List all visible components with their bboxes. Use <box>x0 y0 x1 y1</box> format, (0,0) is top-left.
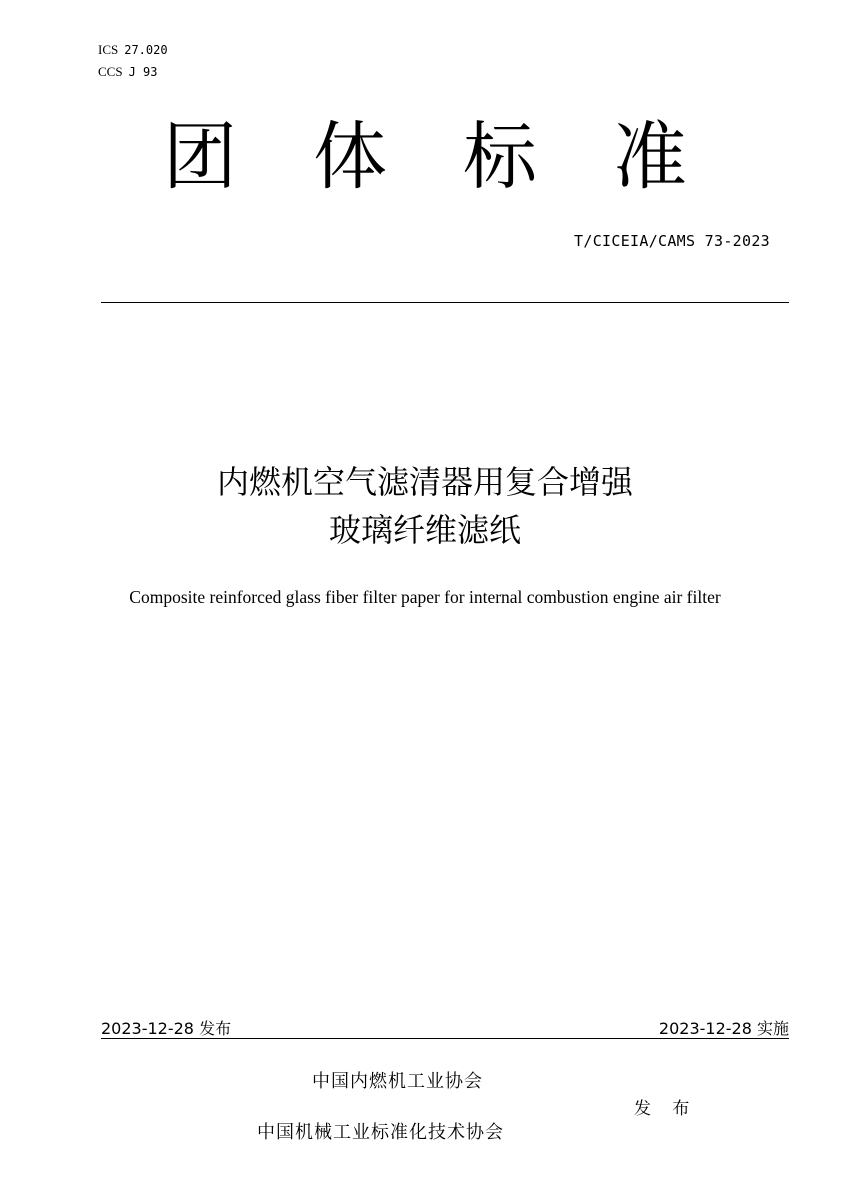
doc-type-char-2: 体 <box>313 114 387 200</box>
ccs-line <box>98 62 157 82</box>
chinese-title <box>0 458 850 554</box>
ics-label: ICS <box>98 42 119 57</box>
ics-code: 27.020 <box>124 43 168 57</box>
english-title: Composite reinforced glass fiber filter paper for internal combustion engine air filter <box>129 587 721 607</box>
document-type-title <box>0 112 850 202</box>
publisher-org-2: 中国机械工业标准化技术协会 <box>257 1122 504 1143</box>
standard-number: T/CICEIA/CAMS 73-2023 <box>574 232 770 250</box>
issue-date: 2023-12-28 发布 <box>101 1019 232 1038</box>
doc-type-char-3: 标 <box>463 114 537 200</box>
implementation-date: 2023-12-28 实施 <box>658 1019 789 1038</box>
doc-type-char-1: 团 <box>163 114 237 200</box>
publish-label: 发 布 <box>634 1099 698 1119</box>
chinese-title-line-1: 内燃机空气滤清器用复合增强 <box>216 463 633 501</box>
chinese-title-line-2: 玻璃纤维滤纸 <box>328 511 521 549</box>
bottom-divider <box>101 1038 789 1039</box>
doc-type-char-4: 准 <box>613 114 687 200</box>
ccs-label: CCS <box>98 64 123 79</box>
ccs-code: J 93 <box>128 65 158 79</box>
ics-line <box>98 40 168 60</box>
publisher-org-1: 中国内燃机工业协会 <box>312 1071 483 1092</box>
top-divider <box>101 302 789 303</box>
